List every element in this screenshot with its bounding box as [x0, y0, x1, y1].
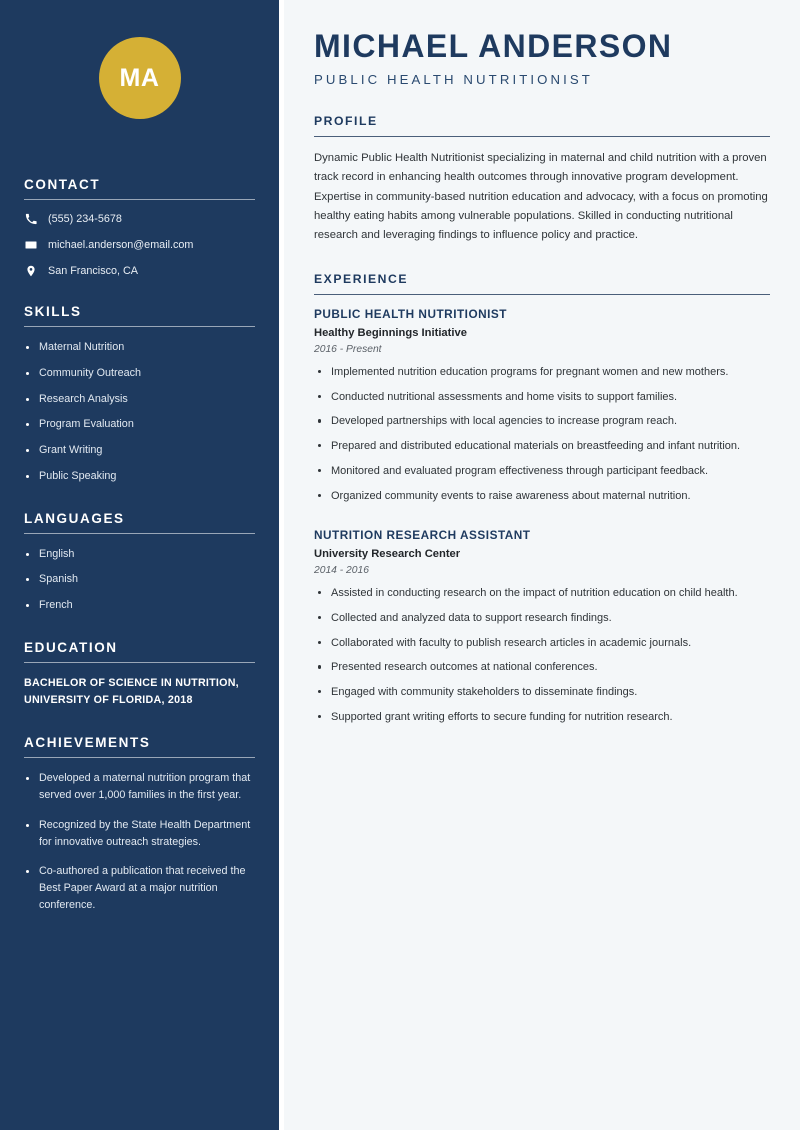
- skills-divider: [24, 326, 255, 327]
- experience-entry: [314, 528, 770, 725]
- main-content: [284, 0, 800, 1130]
- languages-heading: LANGUAGES: [24, 510, 125, 526]
- contact-email-value: michael.anderson@email.com: [48, 239, 194, 252]
- list-item: French: [24, 597, 255, 614]
- main-section-experience: [314, 272, 770, 726]
- sidebar-section-education: [24, 640, 255, 710]
- list-item: Presented research outcomes at national conferences.: [314, 659, 770, 676]
- list-item: Recognized by the State Health Department for innovative outreach strategies.: [24, 817, 255, 850]
- profile-heading: PROFILE: [314, 113, 378, 128]
- education-entry: BACHELOR OF SCIENCE IN NUTRITION, UNIVERSITY OF FLORIDA, 2018: [24, 676, 239, 707]
- list-item: Research Analysis: [24, 391, 255, 408]
- job-organization: Healthy Beginnings Initiative: [314, 326, 467, 339]
- languages-divider: [24, 533, 255, 534]
- job-bullet-list: [314, 364, 770, 504]
- sidebar: [0, 0, 279, 1130]
- job-organization: University Research Center: [314, 548, 461, 561]
- experience-entry: [314, 307, 770, 504]
- list-item: Developed partnerships with local agencies to increase program reach.: [314, 413, 770, 430]
- avatar-container: [24, 0, 255, 129]
- achievements-heading: ACHIEVEMENTS: [24, 735, 151, 751]
- list-item: Public Speaking: [24, 468, 255, 485]
- sidebar-section-languages: [24, 511, 255, 614]
- list-item: English: [24, 546, 255, 563]
- contact-divider: [24, 199, 255, 200]
- experience-heading: EXPERIENCE: [314, 271, 409, 286]
- sidebar-section-skills: [24, 304, 255, 484]
- avatar: MA: [99, 37, 181, 119]
- main-section-profile: [314, 114, 770, 246]
- list-item: Grant Writing: [24, 442, 255, 459]
- job-bullet-list: [314, 585, 770, 725]
- list-item: Community Outreach: [24, 365, 255, 382]
- contact-location-value: San Francisco, CA: [48, 265, 139, 278]
- achievements-list: [24, 770, 255, 913]
- contact-phone-value: (555) 234-5678: [48, 213, 122, 225]
- job-role: NUTRITION RESEARCH ASSISTANT: [314, 528, 531, 543]
- list-item: Spanish: [24, 571, 255, 588]
- contact-item-phone[interactable]: [24, 212, 255, 226]
- experience-spacer: [314, 512, 770, 528]
- profile-divider: [314, 136, 770, 137]
- page-title: MICHAEL ANDERSON: [314, 28, 673, 64]
- list-item: Organized community events to raise awareness about maternal nutrition.: [314, 488, 770, 505]
- contact-list: [24, 212, 255, 278]
- education-heading: EDUCATION: [24, 639, 118, 655]
- list-item: Program Evaluation: [24, 416, 255, 433]
- languages-list: [24, 546, 255, 614]
- list-item: Maternal Nutrition: [24, 339, 255, 356]
- list-item: Prepared and distributed educational materials on breastfeeding and infant nutrition.: [314, 438, 770, 455]
- job-role: PUBLIC HEALTH NUTRITIONIST: [314, 306, 508, 321]
- skills-list: [24, 339, 255, 484]
- contact-item-location[interactable]: [24, 264, 255, 278]
- contact-heading: CONTACT: [24, 177, 101, 192]
- job-dates: 2014 - 2016: [314, 565, 369, 577]
- achievements-divider: [24, 757, 255, 758]
- list-item: Implemented nutrition education programs for pregnant women and new mothers.: [314, 364, 770, 381]
- list-item: Supported grant writing efforts to secure funding for nutrition research.: [314, 709, 770, 726]
- list-item: Assisted in conducting research on the impact of nutrition education on child health.: [314, 585, 770, 602]
- contact-item-email[interactable]: [24, 238, 255, 252]
- sidebar-section-achievements: [24, 735, 255, 913]
- experience-divider: [314, 294, 770, 295]
- list-item: Co-authored a publication that received the Best Paper Award at a major nutrition conference.: [24, 863, 255, 913]
- list-item: Engaged with community stakeholders to disseminate findings.: [314, 684, 770, 701]
- job-dates: 2016 - Present: [314, 343, 382, 355]
- headline-job-title: PUBLIC HEALTH NUTRITIONIST: [314, 71, 593, 87]
- list-item: Developed a maternal nutrition program that served over 1,000 families in the first year.: [24, 770, 255, 803]
- location-pin-icon: [24, 265, 37, 277]
- phone-icon: [24, 213, 37, 225]
- profile-text: Dynamic Public Health Nutritionist specializing in maternal and child nutrition with a proven track record in enhancing health outcomes through innovative program development. Expertise in community-based nutrition education and advocacy, with a focus on promoting healthy eating habits among vulnerable populations. Skilled in conducting nutritional research and leveraging findings to influence policy and practice.: [314, 151, 768, 242]
- sidebar-section-contact: [24, 177, 255, 278]
- education-divider: [24, 662, 255, 663]
- list-item: Collected and analyzed data to support research findings.: [314, 610, 770, 627]
- skills-heading: SKILLS: [24, 304, 82, 320]
- list-item: Conducted nutritional assessments and home visits to support families.: [314, 389, 770, 406]
- envelope-icon: [24, 239, 37, 251]
- list-item: Collaborated with faculty to publish research articles in academic journals.: [314, 635, 770, 652]
- list-item: Monitored and evaluated program effectiveness through participant feedback.: [314, 463, 770, 480]
